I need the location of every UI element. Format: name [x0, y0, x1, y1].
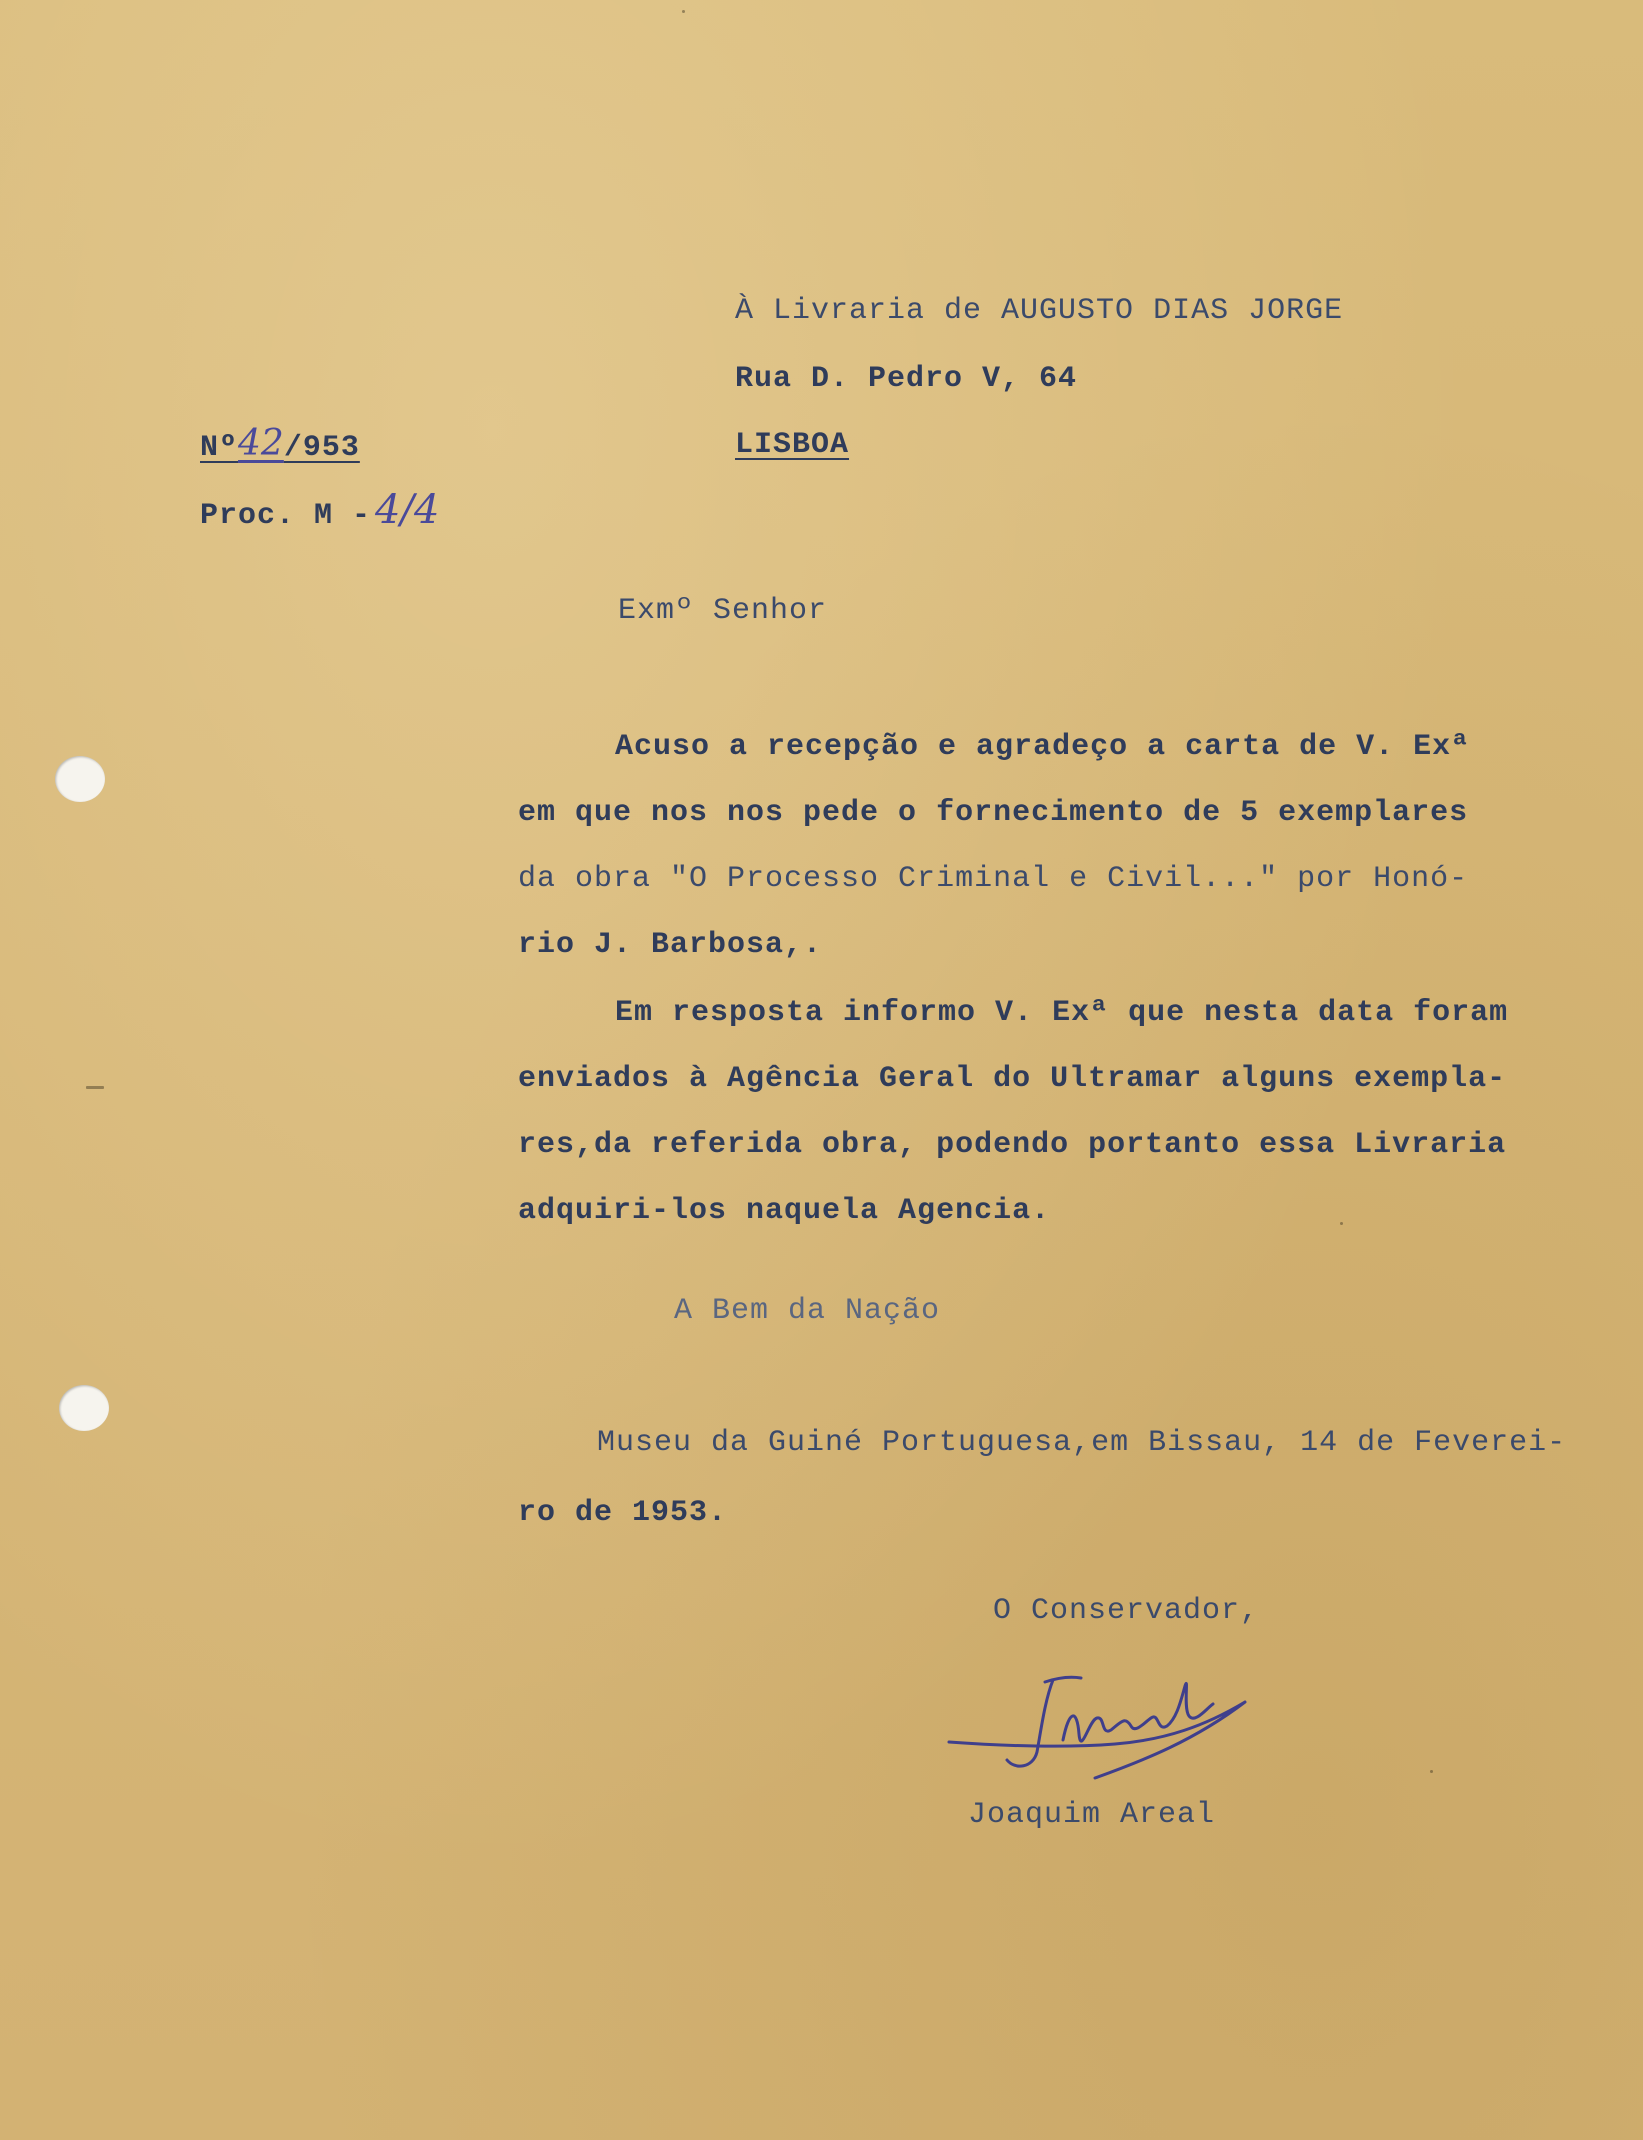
reference-number — [200, 423, 360, 465]
body-line-7: res,da referida obra, podendo portanto essa Livraria — [518, 1128, 1507, 1162]
place-date-line-2: ro de 1953. — [518, 1496, 728, 1530]
salutation: Exmº Senhor — [618, 594, 828, 628]
signature — [945, 1660, 1265, 1790]
reference-number-handwritten: 42 — [238, 423, 284, 464]
place-date-line-1: Museu da Guiné Portuguesa,em Bissau, 14 de Feverei- — [597, 1426, 1567, 1460]
closing-salutation: A Bem da Nação — [674, 1294, 941, 1328]
punch-hole-top — [55, 756, 105, 802]
recipient-line-2: Rua D. Pedro V, 64 — [735, 362, 1078, 396]
recipient-line-1: À Livraria de AUGUSTO DIAS JORGE — [735, 294, 1344, 328]
body-line-6: enviados à Agência Geral do Ultramar alguns exempla- — [518, 1062, 1507, 1096]
paper-speck — [86, 1086, 104, 1089]
body-line-8: adquiri-los naquela Agencia. — [518, 1194, 1051, 1228]
recipient-line-3: LISBOA — [735, 428, 850, 462]
process-reference-handwritten: 4/4 — [375, 487, 440, 533]
signer-name: Joaquim Areal — [968, 1798, 1216, 1832]
reference-number-year: /953 — [283, 431, 360, 465]
process-reference — [200, 487, 440, 533]
paper-speck — [682, 10, 685, 13]
body-line-2: em que nos nos pede o fornecimento de 5 exemplares — [518, 796, 1469, 830]
body-line-5: Em resposta informo V. Exª que nesta data foram — [615, 996, 1509, 1030]
reference-number-prefix: Nº — [200, 431, 239, 465]
body-line-3: da obra "O Processo Criminal e Civil..." por Honó- — [518, 862, 1469, 896]
body-line-1: Acuso a recepção e agradeço a carta de V. Exª — [615, 730, 1471, 764]
body-line-4: rio J. Barbosa,. — [518, 928, 823, 962]
process-reference-prefix: Proc. M - — [200, 499, 372, 533]
punch-hole-bottom — [59, 1385, 109, 1431]
paper-speck — [1430, 1770, 1433, 1773]
signer-title: O Conservador, — [993, 1594, 1260, 1628]
paper-speck — [1340, 1222, 1343, 1225]
